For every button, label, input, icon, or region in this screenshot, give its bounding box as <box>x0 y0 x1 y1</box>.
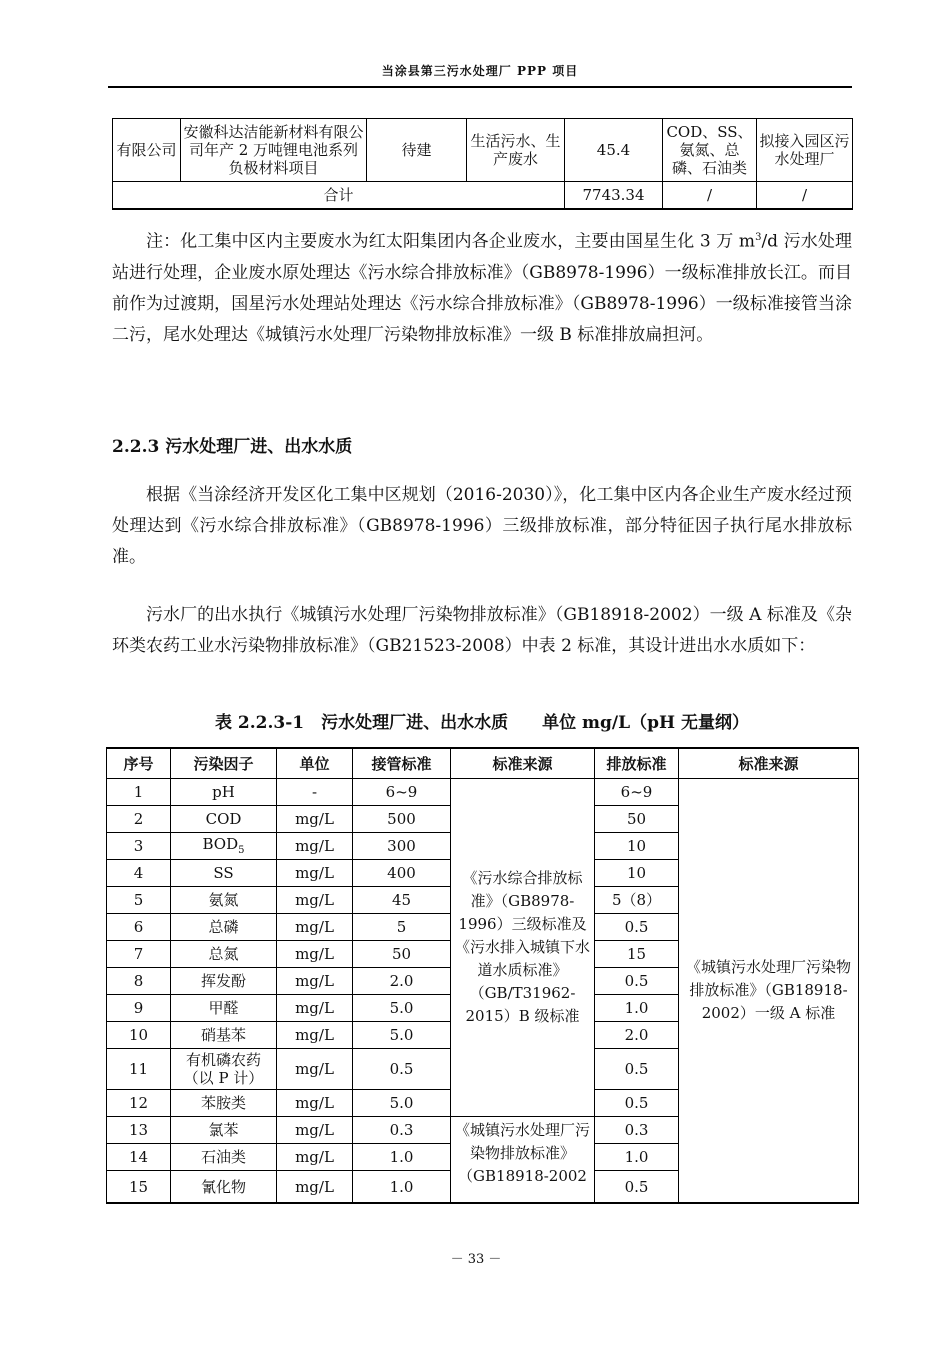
outlet-standard: 1.0 <box>595 1144 679 1171</box>
outlet-standard-source: 《城镇污水处理厂污染物排放标准》（GB18918-2002）一级 A 标准 <box>679 779 859 1204</box>
row-number: 13 <box>107 1117 171 1144</box>
unit-cell: mg/L <box>277 995 353 1022</box>
row-number: 7 <box>107 941 171 968</box>
column-header: 序号 <box>107 748 171 779</box>
pollutant-factor: 石油类 <box>171 1144 277 1171</box>
pollutant-factor: 氰化物 <box>171 1171 277 1204</box>
unit-cell: mg/L <box>277 860 353 887</box>
row-number: 3 <box>107 833 171 860</box>
outlet-standard: 5（8） <box>595 887 679 914</box>
inlet-standard: 1.0 <box>353 1171 451 1204</box>
enterprise-table-continued <box>112 118 853 210</box>
table-cell: 待建 <box>367 119 467 182</box>
unit-cell: mg/L <box>277 833 353 860</box>
table-caption: 表 2.2.3-1 污水处理厂进、出水水质 单位 mg/L（pH 无量纲） <box>215 713 749 733</box>
header-rule <box>108 86 852 88</box>
table-cell: 有限公司 <box>113 119 181 182</box>
pollutant-factor: 挥发酚 <box>171 968 277 995</box>
unit-cell: mg/L <box>277 1022 353 1049</box>
table-header-row <box>107 748 859 779</box>
outlet-standard: 0.5 <box>595 914 679 941</box>
unit-cell: mg/L <box>277 1049 353 1090</box>
unit-cell: mg/L <box>277 914 353 941</box>
row-number: 11 <box>107 1049 171 1090</box>
outlet-standard: 10 <box>595 860 679 887</box>
row-number: 1 <box>107 779 171 806</box>
inlet-standard: 0.5 <box>353 1049 451 1090</box>
note-paragraph <box>112 222 852 351</box>
inlet-standard: 5.0 <box>353 1090 451 1117</box>
outlet-standard: 50 <box>595 806 679 833</box>
pollutant-factor: 总氮 <box>171 941 277 968</box>
unit-cell: mg/L <box>277 806 353 833</box>
inlet-standard: 1.0 <box>353 1144 451 1171</box>
note-superscript: 3 <box>755 232 762 243</box>
table-cell: 拟接入园区污水处理厂 <box>757 119 853 182</box>
table-row <box>113 119 853 182</box>
pollutant-factor: pH <box>171 779 277 806</box>
table-cell: 生活污水、生产废水 <box>467 119 565 182</box>
column-header: 标准来源 <box>679 748 859 779</box>
outlet-standard: 0.5 <box>595 968 679 995</box>
unit-cell: mg/L <box>277 1117 353 1144</box>
pollutant-factor: 总磷 <box>171 914 277 941</box>
column-header: 排放标准 <box>595 748 679 779</box>
inlet-standard: 45 <box>353 887 451 914</box>
row-number: 6 <box>107 914 171 941</box>
inlet-standard: 50 <box>353 941 451 968</box>
pollutant-factor: 有机磷农药（以 P 计） <box>171 1049 277 1090</box>
factor-text: BOD <box>202 835 239 853</box>
table-row <box>107 779 859 806</box>
unit-cell: mg/L <box>277 941 353 968</box>
body-paragraph: 根据《当涂经济开发区化工集中区规划（2016-2030）》，化工集中区内各企业生产废水经过预处理达到《污水综合排放标准》（GB8978-1996）三级排放标准，部分特征因子执行尾水排放标准。 <box>112 485 852 567</box>
column-header: 标准来源 <box>451 748 595 779</box>
outlet-standard: 6~9 <box>595 779 679 806</box>
pollutant-factor: COD <box>171 806 277 833</box>
column-header: 污染因子 <box>171 748 277 779</box>
page-header: 当涂县第三污水处理厂 PPP 项目 <box>381 64 579 78</box>
inlet-standard: 5.0 <box>353 995 451 1022</box>
outlet-standard: 10 <box>595 833 679 860</box>
inlet-standard: 300 <box>353 833 451 860</box>
outlet-standard: 0.5 <box>595 1171 679 1204</box>
outlet-standard: 0.3 <box>595 1117 679 1144</box>
row-number: 2 <box>107 806 171 833</box>
unit-cell: mg/L <box>277 1171 353 1204</box>
table-cell: COD、SS、氨氮、总磷、石油类 <box>663 119 757 182</box>
row-number: 4 <box>107 860 171 887</box>
row-number: 8 <box>107 968 171 995</box>
row-number: 5 <box>107 887 171 914</box>
inlet-standard: 5.0 <box>353 1022 451 1049</box>
factor-subscript: 5 <box>238 845 245 856</box>
note-text: 注：化工集中区内主要废水为红太阳集团内各企业废水，主要由国星生化 3 万 m <box>146 231 756 252</box>
inlet-standard: 0.3 <box>353 1117 451 1144</box>
body-paragraph: 污水厂的出水执行《城镇污水处理厂污染物排放标准》（GB18918-2002）一级 A 标准及《杂环类农药工业水污染物排放标准》（GB21523-2008）中表 2 标准，其设计进出水水质如下： <box>112 605 852 656</box>
row-number: 12 <box>107 1090 171 1117</box>
table-cell: 安徽科达洁能新材料有限公司年产 2 万吨锂电池系列负极材料项目 <box>181 119 367 182</box>
pollutant-factor: 硝基苯 <box>171 1022 277 1049</box>
outlet-standard: 1.0 <box>595 995 679 1022</box>
unit-cell: mg/L <box>277 1144 353 1171</box>
table-cell: / <box>757 182 853 210</box>
note-text-rest: /d 污水处理站进行处理，企业废水原处理达《污水综合排放标准》（GB8978-1996）一级标准排放长江。而目前作为过渡期，国星污水处理站处理达《污水综合排放标准》（GB8978-1996）一级标准接管当涂二污，尾水处理达《城镇污水处理厂污染物排放标准》一级 B 标准排放扁担河。 <box>112 231 852 345</box>
table-cell: / <box>663 182 757 210</box>
column-header: 单位 <box>277 748 353 779</box>
unit-cell: mg/L <box>277 887 353 914</box>
section-heading: 2.2.3 污水处理厂进、出水水质 <box>112 437 353 457</box>
pollutant-factor: SS <box>171 860 277 887</box>
table-total-row <box>113 182 853 210</box>
row-number: 9 <box>107 995 171 1022</box>
total-value: 7743.34 <box>565 182 663 210</box>
unit-cell: - <box>277 779 353 806</box>
inlet-standard: 5 <box>353 914 451 941</box>
pollutant-factor <box>171 833 277 860</box>
inlet-standard-source: 《污水综合排放标准》（GB8978-1996）三级标准及《污水排入城镇下水道水质标准》（GB/T31962-2015）B 级标准 <box>451 779 595 1117</box>
inlet-standard: 2.0 <box>353 968 451 995</box>
outlet-standard: 2.0 <box>595 1022 679 1049</box>
pollutant-factor: 甲醛 <box>171 995 277 1022</box>
unit-cell: mg/L <box>277 968 353 995</box>
page-number: － 33 － <box>450 1252 502 1267</box>
table-cell: 45.4 <box>565 119 663 182</box>
row-number: 10 <box>107 1022 171 1049</box>
outlet-standard: 0.5 <box>595 1090 679 1117</box>
total-label: 合计 <box>113 182 565 210</box>
row-number: 14 <box>107 1144 171 1171</box>
outlet-standard: 0.5 <box>595 1049 679 1090</box>
column-header: 接管标准 <box>353 748 451 779</box>
inlet-standard: 400 <box>353 860 451 887</box>
pollutant-factor: 氯苯 <box>171 1117 277 1144</box>
inlet-standard: 500 <box>353 806 451 833</box>
inlet-standard: 6~9 <box>353 779 451 806</box>
inlet-standard-source-2: 《城镇污水处理厂污染物排放标准》（GB18918-2002 <box>451 1117 595 1204</box>
unit-cell: mg/L <box>277 1090 353 1117</box>
pollutant-factor: 苯胺类 <box>171 1090 277 1117</box>
outlet-standard: 15 <box>595 941 679 968</box>
water-quality-table <box>106 747 859 1204</box>
pollutant-factor: 氨氮 <box>171 887 277 914</box>
row-number: 15 <box>107 1171 171 1204</box>
